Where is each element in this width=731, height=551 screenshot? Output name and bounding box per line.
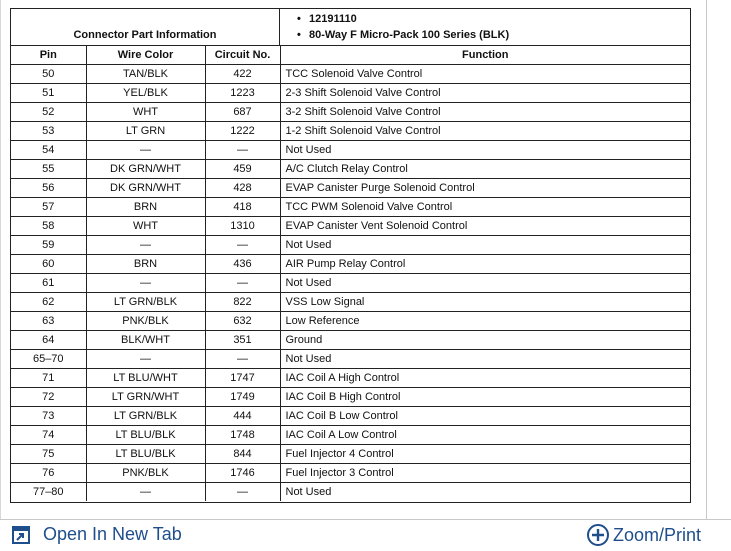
function-cell: EVAP Canister Vent Solenoid Control: [280, 217, 690, 236]
pin-cell: 58: [11, 217, 86, 236]
function-cell: Not Used: [280, 236, 690, 255]
wire-color-cell: PNK/BLK: [86, 312, 205, 331]
wire-color-cell: DK GRN/WHT: [86, 179, 205, 198]
function-cell: Not Used: [280, 350, 690, 369]
pin-cell: 59: [11, 236, 86, 255]
wire-color-cell: —: [86, 483, 205, 502]
pin-cell: 52: [11, 103, 86, 122]
connector-sheet: [10, 8, 691, 503]
pin-cell: 75: [11, 445, 86, 464]
wire-color-cell: —: [86, 141, 205, 160]
pin-cell: 53: [11, 122, 86, 141]
circuit-cell: 444: [205, 407, 280, 426]
wire-color-cell: LT GRN/BLK: [86, 293, 205, 312]
bullet-icon: •: [297, 29, 301, 41]
wire-color-cell: WHT: [86, 217, 205, 236]
header-title: Connector Part Information: [73, 29, 217, 41]
header-title-cell: [11, 9, 280, 45]
circuit-cell: —: [205, 236, 280, 255]
zoom-print-label: Zoom/Print: [612, 524, 701, 545]
table-row: [11, 141, 690, 160]
pin-cell: 71: [11, 369, 86, 388]
function-cell: Not Used: [280, 141, 690, 160]
document-left-edge: [0, 0, 1, 519]
pin-cell: 55: [11, 160, 86, 179]
part-info-list: [297, 11, 509, 43]
circuit-cell: 632: [205, 312, 280, 331]
circuit-cell: —: [205, 483, 280, 502]
circuit-cell: 422: [205, 65, 280, 84]
pin-cell: 73: [11, 407, 86, 426]
table-row: [11, 312, 690, 331]
function-cell: IAC Coil B Low Control: [280, 407, 690, 426]
viewer-footer: [0, 519, 731, 551]
connector-header: [11, 9, 690, 46]
circuit-cell: 1310: [205, 217, 280, 236]
pin-cell: 61: [11, 274, 86, 293]
wire-color-cell: YEL/BLK: [86, 84, 205, 103]
function-cell: Not Used: [280, 483, 690, 502]
open-in-new-tab-icon: [11, 525, 31, 545]
pin-cell: 60: [11, 255, 86, 274]
wire-color-cell: WHT: [86, 103, 205, 122]
pin-cell: 54: [11, 141, 86, 160]
table-header-row: [11, 46, 690, 65]
table-row: [11, 407, 690, 426]
function-cell: TCC Solenoid Valve Control: [280, 65, 690, 84]
table-row: [11, 122, 690, 141]
wire-color-cell: LT BLU/BLK: [86, 445, 205, 464]
function-cell: IAC Coil B High Control: [280, 388, 690, 407]
wire-color-cell: BRN: [86, 255, 205, 274]
wire-color-cell: BLK/WHT: [86, 331, 205, 350]
circuit-cell: —: [205, 141, 280, 160]
wire-color-cell: TAN/BLK: [86, 65, 205, 84]
wire-color-cell: LT GRN: [86, 122, 205, 141]
function-cell: TCC PWM Solenoid Valve Control: [280, 198, 690, 217]
function-cell: Fuel Injector 3 Control: [280, 464, 690, 483]
circuit-cell: 844: [205, 445, 280, 464]
wire-color-cell: BRN: [86, 198, 205, 217]
circuit-cell: 1747: [205, 369, 280, 388]
pin-cell: 50: [11, 65, 86, 84]
table-row: [11, 388, 690, 407]
table-row: [11, 483, 690, 502]
function-cell: A/C Clutch Relay Control: [280, 160, 690, 179]
function-cell: Low Reference: [280, 312, 690, 331]
table-row: [11, 103, 690, 122]
table-row: [11, 84, 690, 103]
circuit-cell: 1748: [205, 426, 280, 445]
pin-cell: 72: [11, 388, 86, 407]
part-number: • 12191110: [297, 13, 357, 25]
circuit-cell: —: [205, 350, 280, 369]
table-row: [11, 331, 690, 350]
zoom-print-link[interactable]: [586, 523, 701, 547]
bullet-icon: •: [297, 13, 301, 25]
table-row: [11, 236, 690, 255]
column-header-pin: Pin: [11, 46, 86, 65]
circuit-cell: 1222: [205, 122, 280, 141]
table-body: [11, 65, 690, 502]
wire-color-cell: DK GRN/WHT: [86, 160, 205, 179]
function-cell: Fuel Injector 4 Control: [280, 445, 690, 464]
function-cell: IAC Coil A Low Control: [280, 426, 690, 445]
function-cell: 1-2 Shift Solenoid Valve Control: [280, 122, 690, 141]
pin-cell: 63: [11, 312, 86, 331]
wire-color-cell: PNK/BLK: [86, 464, 205, 483]
function-cell: IAC Coil A High Control: [280, 369, 690, 388]
part-description: • 80-Way F Micro-Pack 100 Series (BLK): [297, 29, 510, 41]
circuit-cell: 459: [205, 160, 280, 179]
function-cell: VSS Low Signal: [280, 293, 690, 312]
table-row: [11, 217, 690, 236]
column-header-function: Function: [280, 46, 690, 65]
function-cell: 2-3 Shift Solenoid Valve Control: [280, 84, 690, 103]
wire-color-cell: —: [86, 274, 205, 293]
circuit-cell: 687: [205, 103, 280, 122]
table-row: [11, 350, 690, 369]
function-cell: AIR Pump Relay Control: [280, 255, 690, 274]
circuit-cell: 1223: [205, 84, 280, 103]
pin-cell: 65–70: [11, 350, 86, 369]
table-row: [11, 293, 690, 312]
wire-color-cell: LT BLU/BLK: [86, 426, 205, 445]
circuit-cell: 822: [205, 293, 280, 312]
function-cell: EVAP Canister Purge Solenoid Control: [280, 179, 690, 198]
wire-color-cell: —: [86, 236, 205, 255]
column-header-circuit: Circuit No.: [205, 46, 280, 65]
wire-color-cell: LT GRN/BLK: [86, 407, 205, 426]
table-row: [11, 255, 690, 274]
table-row: [11, 179, 690, 198]
wire-color-cell: LT GRN/WHT: [86, 388, 205, 407]
pin-cell: 76: [11, 464, 86, 483]
table-row: [11, 369, 690, 388]
circuit-cell: 351: [205, 331, 280, 350]
pin-cell: 57: [11, 198, 86, 217]
circuit-cell: —: [205, 274, 280, 293]
open-in-new-tab-link[interactable]: [11, 524, 182, 545]
column-header-wire-color: Wire Color: [86, 46, 205, 65]
circuit-cell: 428: [205, 179, 280, 198]
circuit-cell: 1746: [205, 464, 280, 483]
circuit-cell: 1749: [205, 388, 280, 407]
pin-cell: 64: [11, 331, 86, 350]
wire-color-cell: —: [86, 350, 205, 369]
open-in-new-tab-label: Open In New Tab: [43, 524, 182, 544]
table-row: [11, 445, 690, 464]
table-row: [11, 160, 690, 179]
wire-color-cell: LT BLU/WHT: [86, 369, 205, 388]
table-row: [11, 198, 690, 217]
circuit-cell: 418: [205, 198, 280, 217]
pin-cell: 62: [11, 293, 86, 312]
pin-cell: 51: [11, 84, 86, 103]
function-cell: Ground: [280, 331, 690, 350]
function-cell: 3-2 Shift Solenoid Valve Control: [280, 103, 690, 122]
pin-cell: 56: [11, 179, 86, 198]
zoom-plus-icon: [586, 523, 610, 547]
pinout-table: [11, 46, 690, 501]
table-row: [11, 464, 690, 483]
pin-cell: 74: [11, 426, 86, 445]
table-row: [11, 65, 690, 84]
document-right-edge: [706, 0, 707, 519]
table-row: [11, 274, 690, 293]
function-cell: Not Used: [280, 274, 690, 293]
circuit-cell: 436: [205, 255, 280, 274]
pin-cell: 77–80: [11, 483, 86, 502]
table-row: [11, 426, 690, 445]
